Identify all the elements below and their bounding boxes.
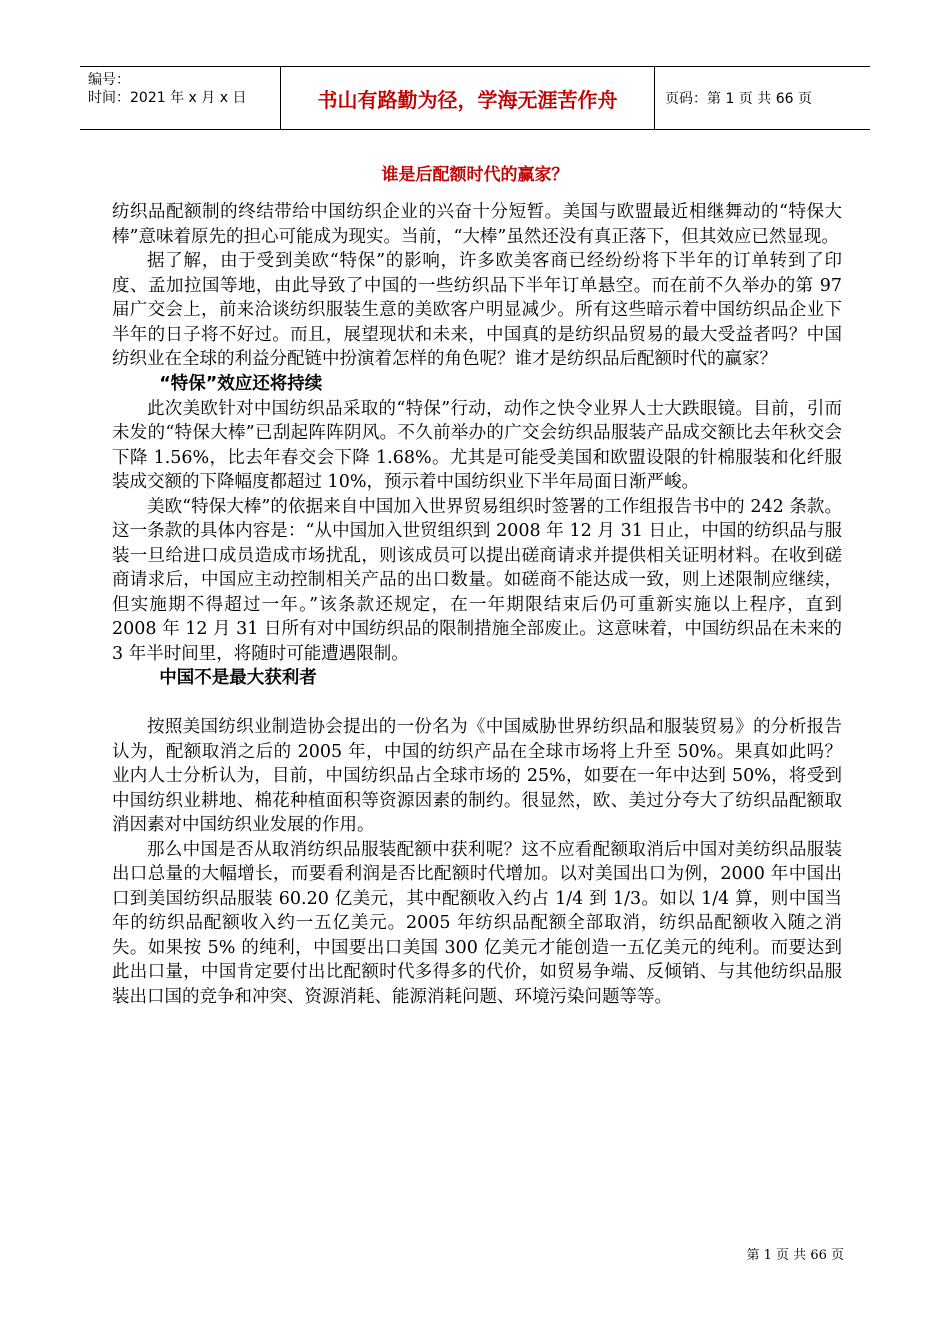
article-body — [112, 200, 842, 1009]
paragraph: 纺织品配额制的终结带给中国纺织企业的兴奋十分短暂。美国与欧盟最近相继舞动的“特保大棒”意味着原先的担心可能成为现实。当前，“大棒”虽然还没有真正落下，但其效应已然显现。 — [112, 202, 842, 247]
spacer — [112, 691, 842, 715]
paragraph: 美欧“特保大棒”的依据来自中国加入世界贸易组织时签署的工作组报告书中的 242 条款。这一条款的具体内容是：“从中国加入世贸组织到 2008 年 12 月 31 日止，中国的纺织品与服装一旦给进口成员造成市场扰乱，则该成员可以提出磋商请求并提供相关证明材料。在收到磋商请求后，中国应主动控制相关产品的出口数量。如磋商不能达成一致，则上述限制应继续，但实施期不得超过一年。”该条款还规定，在一年期限结束后仍可重新实施以上程序，直到 2008 年 12 月 31 日所有对中国纺织品的限制措施全部废止。这意味着，中国纺织品在未来的 3 年半时间里，将随时可能遭遇限制。 — [112, 496, 842, 664]
paragraph: 按照美国纺织业制造协会提出的一份名为《中国威胁世界纺织品和服装贸易》的分析报告认为，配额取消之后的 2005 年，中国的纺织产品在全球市场将上升至 50%。果真如此吗？业内人士分析认为，目前，中国纺织品占全球市场的 25%，如要在一年中达到 50%，将受到中国纺织业耕地、棉花种植面积等资源因素的制约。很显然，欧、美过分夸大了纺织品配额取消因素对中国纺织业发展的作用。 — [112, 717, 842, 835]
section-heading: 中国不是最大获利者 — [159, 668, 317, 688]
section-heading: “特保”效应还将持续 — [159, 373, 323, 394]
header-page-info: 页码：第 1 页 共 66 页 — [665, 91, 812, 107]
document-number: 编号： — [88, 72, 130, 88]
header-meta — [80, 67, 281, 129]
paragraph: 那么中国是否从取消纺织品服装配额中获利呢？这不应看配额取消后中国对美纺织品服装出口总量的大幅增长，而要看利润是否比配额时代增加。以对美国出口为例，2000 年中国出口到美国纺织品服装 60.20 亿美元，其中配额收入约占 1/4 到 1/3。如以 1/4 算，则中国当年的纺织品配额收入约一五亿美元。2005 年纺织品配额全部取消，纺织品配额收入随之消失。如果按 5% 的纯利，中国要出口美国 300 亿美元才能创造一五亿美元的纯利。而要达到此出口量，中国肯定要付出比配额时代多得多的代价，如贸易争端、反倾销、与其他纺织品服装出口国的竞争和冲突、资源消耗、能源消耗问题、环境污染问题等等。 — [112, 839, 842, 1007]
paragraph: 此次美欧针对中国纺织品采取的“特保”行动，动作之快令业界人士大跌眼镜。目前，引而未发的“特保大棒”已刮起阵阵阴风。不久前举办的广交会纺织品服装产品成交额比去年秋交会下降 1.56%，比去年春交会下降 1.68%。尤其是可能受美国和欧盟设限的针棉服装和化纤服装成交额的下降幅度都超过 10%，预示着中国纺织业下半年局面日渐严峻。 — [112, 398, 842, 492]
paragraph: 据了解，由于受到美欧“特保”的影响，许多欧美客商已经纷纷将下半年的订单转到了印度、孟加拉国等地，由此导致了中国的一些纺织品下半年订单悬空。而在前不久举办的第 97 届广交会上，前来洽谈纺织服装生意的美欧客户明显减少。所有这些暗示着中国纺织品企业下半年的日子将不好过。而且，展望现状和未来，中国真的是纺织品贸易的最大受益者吗？中国纺织业在全球的利益分配链中扮演着怎样的角色呢？谁才是纺织品后配额时代的赢家？ — [112, 251, 842, 369]
article-title: 谁是后配额时代的赢家？ — [381, 165, 569, 185]
document-time: 时间：2021 年 x 月 x 日 — [88, 90, 247, 106]
page-footer: 第 1 页 共 66 页 — [746, 1248, 844, 1263]
header-motto: 书山有路勤为径，学海无涯苦作舟 — [281, 67, 655, 129]
page-header — [80, 66, 870, 130]
